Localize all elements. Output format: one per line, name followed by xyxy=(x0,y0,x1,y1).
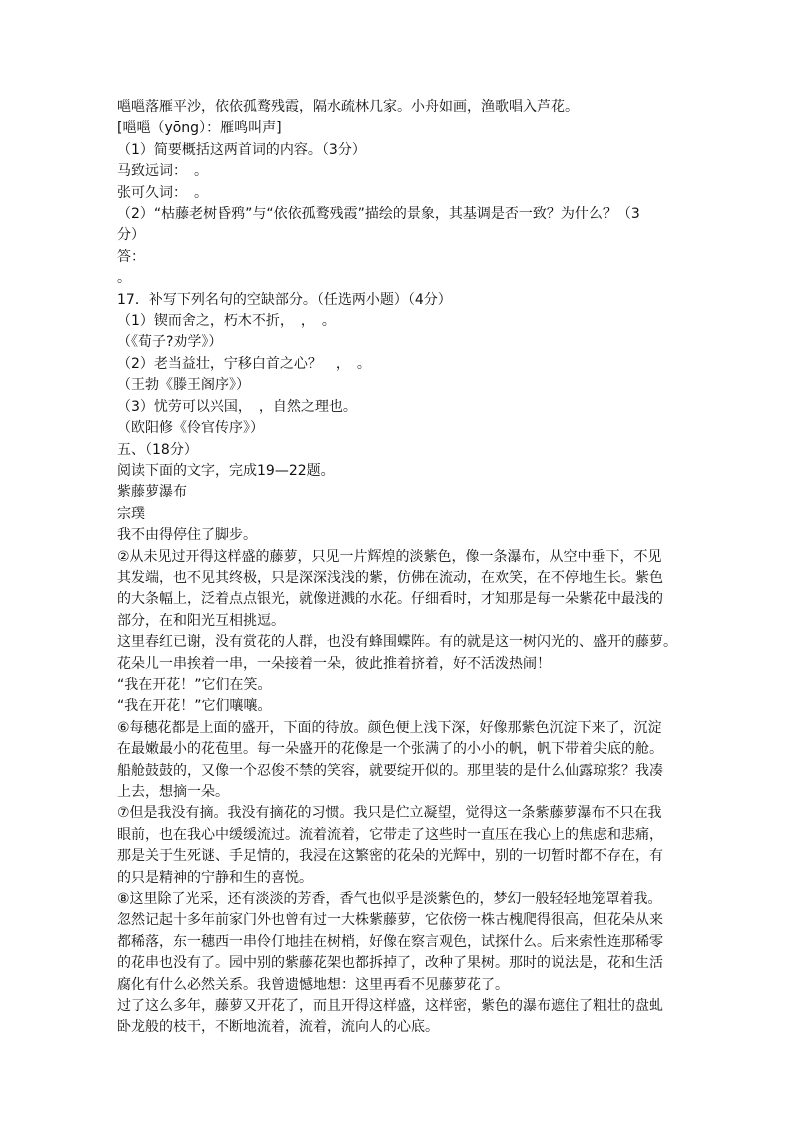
text-line: 马致远词： 。 xyxy=(117,163,208,180)
text-line: 船舱鼓鼓的，又像一个忍俊不禁的笑容，就要绽开似的。那里装的是什么仙露琼浆？我凑 xyxy=(117,762,663,779)
text-line: 卧龙般的枝干，不断地流着，流着，流向人的心底。 xyxy=(117,1019,439,1036)
text-line: 的大条幅上，泛着点点银光，就像迸溅的水花。仔细看时，才知那是每一朵紫花中最浅的 xyxy=(117,591,663,608)
text-line: 那是关于生死谜、手足情的，我浸在这繁密的花朵的光辉中，别的一切暂时都不存在，有 xyxy=(117,848,663,865)
text-line: ②从未见过开得这样盛的藤萝，只见一片辉煌的淡紫色，像一条瀑布，从空中垂下，不见 xyxy=(117,548,662,565)
text-line: 我不由得停住了脚步。 xyxy=(117,527,257,544)
text-line: 其发端，也不见其终极，只是深深浅浅的紫，仿佛在流动，在欢笑，在不停地生长。紫色 xyxy=(117,569,663,586)
text-line: （《荀子?劝学》） xyxy=(117,334,223,351)
text-line: （2）老当益壮，宁移白首之心？ ， 。 xyxy=(117,355,371,372)
text-line: 腐化有什么必然关系。我曾遗憾地想：这里再看不见藤萝花了。 xyxy=(117,976,509,993)
text-line: （2）“枯藤老树昏鸦”与“依依孤鹜残霞”描绘的景象，其基调是否一致？为什么？（3 xyxy=(117,206,640,223)
text-line: 上去，想摘一朵。 xyxy=(117,784,229,800)
article-author: 宗璞 xyxy=(117,505,145,522)
text-line: [嗈嗈（yōng）：雁鸣叫声] xyxy=(117,120,282,137)
text-line: 张可久词： 。 xyxy=(117,184,208,201)
text-line: （1）简要概括这两首词的内容。（3分） xyxy=(117,141,366,158)
text-line: （王勃《滕王阁序》） xyxy=(117,377,250,394)
text-line: （3）忧劳可以兴国， ，自然之理也。 xyxy=(117,398,357,415)
text-line: 。 xyxy=(117,270,131,287)
question-17-heading: 17．补写下列名句的空缺部分。（任选两小题）（4分） xyxy=(117,291,452,308)
text-line: 的只是精神的宁静和生的喜悦。 xyxy=(117,869,313,886)
text-line: 过了这么多年，藤萝又开花了，而且开得这样盛，这样密，紫色的瀑布遮住了粗壮的盘虬 xyxy=(117,998,663,1015)
article-title: 紫藤萝瀑布 xyxy=(117,484,187,501)
text-line: （欧阳修《伶官传序》） xyxy=(117,420,264,437)
text-line: 这里春红已谢，没有赏花的人群，也没有蜂围蝶阵。有的就是这一树闪光的、盛开的藤萝。 xyxy=(117,634,677,651)
text-line: 阅读下面的文字，完成19—22题。 xyxy=(117,462,335,479)
text-line: ⑧这里除了光采，还有淡淡的芳香，香气也似乎是淡紫色的，梦幻一般轻轻地笼罩着我。 xyxy=(117,891,662,908)
text-line: “我在开花！”它们嚷嚷。 xyxy=(117,698,272,715)
text-line: 嗈嗈落雁平沙，依依孤鹜残霞，隔水疏林几家。小舟如画，渔歌唱入芦花。 xyxy=(117,99,579,115)
text-line: 忽然记起十多年前家门外也曾有过一大株紫藤萝，它依傍一株古槐爬得很高，但花朵从来 xyxy=(117,912,663,929)
text-line: 部分，在和阳光互相挑逗。 xyxy=(117,612,285,629)
text-line: 眼前，也在我心中缓缓流过。流着流着，它带走了这些时一直压在我心上的焦虑和悲痛， xyxy=(117,826,663,843)
document-body xyxy=(117,97,687,1039)
section-five-heading: 五、（18分） xyxy=(117,441,198,458)
text-line: 花朵儿一串挨着一串，一朵接着一朵，彼此推着挤着，好不活泼热闹！ xyxy=(117,655,551,672)
text-line: （1）锲而舍之，朽木不折， ， 。 xyxy=(117,313,336,330)
text-line: 分） xyxy=(117,227,145,244)
text-line: ⑦但是我没有摘。我没有摘花的习惯。我只是伫立凝望，觉得这一条紫藤萝瀑布不只在我 xyxy=(117,805,662,822)
text-line: 的花串也没有了。园中别的紫藤花架也都拆掉了，改种了果树。那时的说法是，花和生活 xyxy=(117,955,663,972)
text-line: 都稀落，东一穗西一串伶仃地挂在树梢，好像在察言观色，试探什么。后来索性连那稀零 xyxy=(117,933,663,950)
text-line: “我在开花！”它们在笑。 xyxy=(117,676,272,693)
text-line: 在最嫩最小的花苞里。每一朵盛开的花像是一个张满了的小小的帆，帆下带着尖底的舱。 xyxy=(117,741,663,758)
text-line: 答： xyxy=(117,248,145,265)
text-line: ⑥每穗花都是上面的盛开，下面的待放。颜色便上浅下深，好像那紫色沉淀下来了，沉淀 xyxy=(117,719,662,736)
